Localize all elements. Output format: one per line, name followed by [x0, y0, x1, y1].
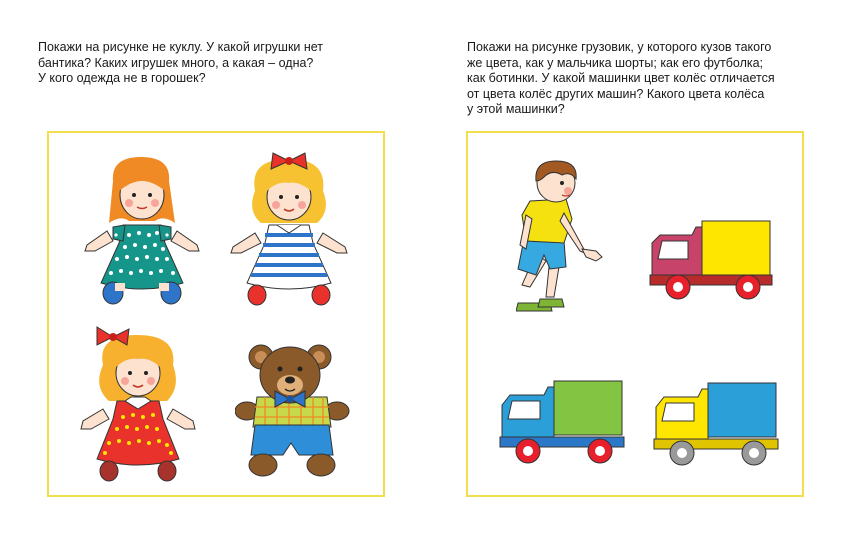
doll-blue-stripes[interactable] [227, 151, 351, 309]
left-prompt-line: Покажи на рисунке не куклу. У какой игрушки нет [38, 40, 324, 54]
boy[interactable] [516, 157, 604, 317]
truck-blue-green[interactable] [498, 375, 626, 467]
toys-panel [47, 131, 385, 497]
left-prompt-line: У кого одежда не в горошек? [38, 71, 206, 85]
teddy-bear[interactable] [235, 339, 351, 481]
left-prompt [38, 40, 383, 87]
doll-teal-dots[interactable] [83, 151, 201, 309]
left-prompt-line: бантика? Каких игрушек много, а какая – одна? [38, 55, 314, 70]
right-prompt-line: у этой машинки? [467, 102, 565, 116]
right-prompt [467, 40, 812, 118]
truck-yellow-blue[interactable] [652, 379, 780, 469]
right-prompt-line: же цвета, как у мальчика шорты; как его футболка; [467, 55, 764, 70]
right-prompt-line: от цвета колёс других машин? Какого цвета колёса [467, 86, 765, 101]
doll-red-dots[interactable] [79, 325, 197, 483]
right-prompt-line: Покажи на рисунке грузовик, у которого кузов такого [467, 40, 772, 54]
right-prompt-line: как ботинки. У какой машинки цвет колёс отличается [467, 71, 775, 85]
vehicles-panel [466, 131, 804, 497]
truck-pink-yellow[interactable] [648, 213, 774, 303]
